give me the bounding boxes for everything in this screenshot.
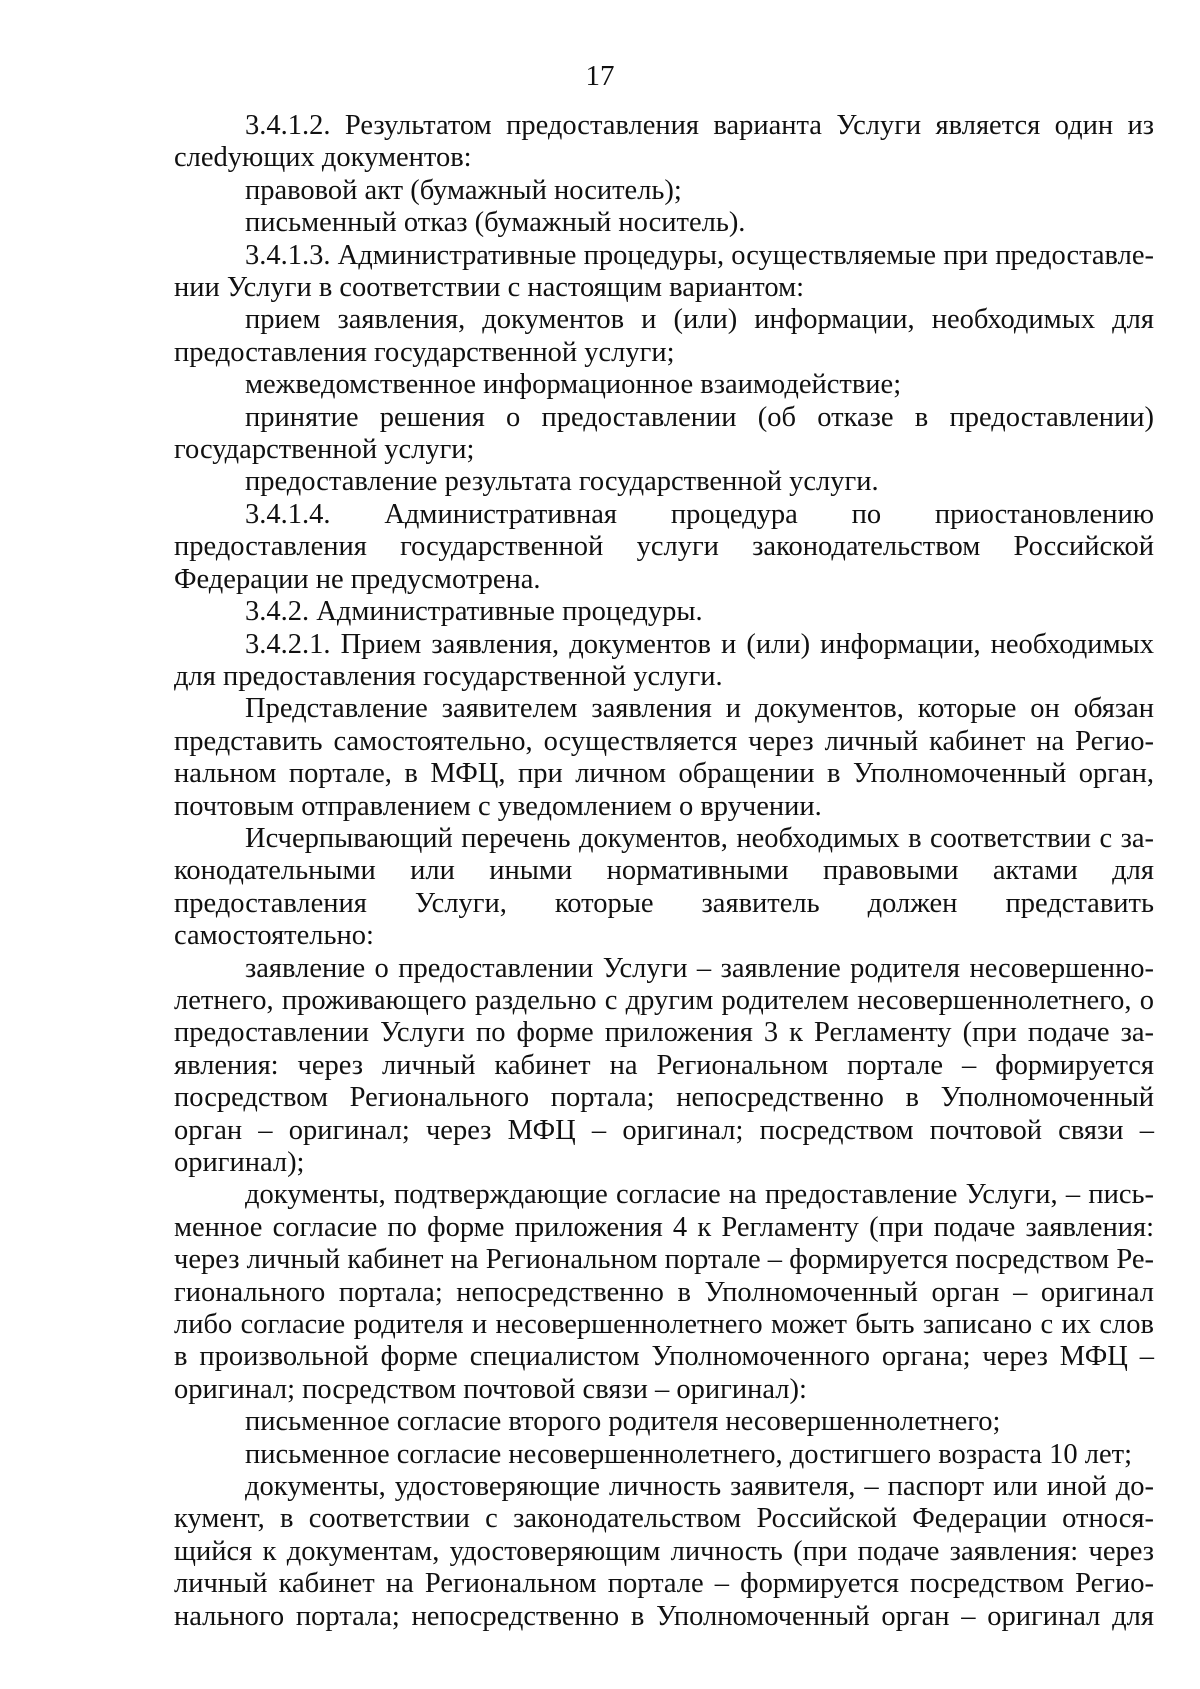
page-number: 17 <box>585 60 615 92</box>
list-item-second-parent-consent: письменное согласие второго родителя несовершеннолетнего; <box>245 1406 1001 1438</box>
paragraph-3-4-1-3: 3.4.1.3. Административные процедуры, осуществляемые при предоставлении Услуги в соответствии с настоящим вариантом: <box>174 239 1154 304</box>
list-item-identity-documents: документы, удостоверяющие личность заявителя, – паспорт или иной документ, в соответствии с законодательством Российской Федерации относящийся к документам, удостоверяющим личность (при подаче заявления: через личный кабинет на Региональном портале – формируется посредством Регионального портала; непосредственно в Уполномоченный орган – оригинал для <box>174 1471 1154 1632</box>
list-item-legal-act: правовой акт (бумажный носитель); <box>245 174 682 206</box>
paragraph-submission: Представление заявителем заявления и документов, которые он обязан представить самостоятельно, осуществляется через личный кабинет на Региональном портале, в МФЦ, при личном обращении в Уполномоченный орган, почтовым отправлением с уведомлением о вручении. <box>174 693 1154 822</box>
paragraph-3-4-1-4: 3.4.1.4. Административная процедура по приостановлению предоставления государственной услуги законодательством Российской Федерации не предусмотрена. <box>174 498 1154 595</box>
list-item-application: заявление о предоставлении Услуги – заявление родителя несовершеннолетнего, проживающего раздельно с другим родителем несовершеннолетнего, о предоставлении Услуги по форме приложения 3 к Регламенту (при подаче заявления: через личный кабинет на Региональном портале – формируется посредством Регионального портала; непосредственно в Уполномоченный орган – оригинал; через МФЦ – оригинал; посредством почтовой связи – оригинал); <box>174 952 1154 1178</box>
paragraph-document-list: Исчерпывающий перечень документов, необходимых в соответствии с законодательными или иными нормативными правовыми актами для предоставления Услуги, которые заявитель должен представить самостоятельно: <box>174 822 1154 952</box>
paragraph-3-4-2-1: 3.4.2.1. Прием заявления, документов и (или) информации, необходимых для предоставления государственной услуги. <box>174 628 1154 692</box>
list-item-result: предоставление результата государственной услуги. <box>245 466 879 498</box>
list-item-decision: принятие решения о предоставлении (об отказе в предоставлении) государственной услуги; <box>174 401 1154 466</box>
list-item-written-refusal: письменный отказ (бумажный носитель). <box>245 207 746 239</box>
list-item-reception: прием заявления, документов и (или) информации, необходимых для предоставления государственной услуги; <box>174 304 1154 368</box>
paragraph-3-4-1-2: 3.4.1.2. Результатом предоставления варианта Услуги является один из слеdующих документов: <box>174 110 1154 174</box>
paragraph-3-4-2: 3.4.2. Административные процедуры. <box>245 596 703 628</box>
list-item-minor-consent: письменное согласие несовершеннолетнего, достигшего возраста 10 лет; <box>245 1438 1133 1470</box>
document-body <box>174 110 1154 1633</box>
list-item-consent-documents: документы, подтверждающие согласие на предоставление Услуги, – письменное согласие по форме приложения 4 к Регламенту (при подаче заявления: через личный кабинет на Региональном портале – формируется посредством Регионального портала; непосредственно в Уполномоченный орган – оригинал либо согласие родителя и несовершеннолетнего может быть записано с их слов в произвольной форме специалистом Уполномоченного органа; через МФЦ – оригинал; посредством почтовой связи – оригинал): <box>174 1179 1154 1405</box>
list-item-interagency: межведомственное информационное взаимодействие; <box>245 369 902 401</box>
